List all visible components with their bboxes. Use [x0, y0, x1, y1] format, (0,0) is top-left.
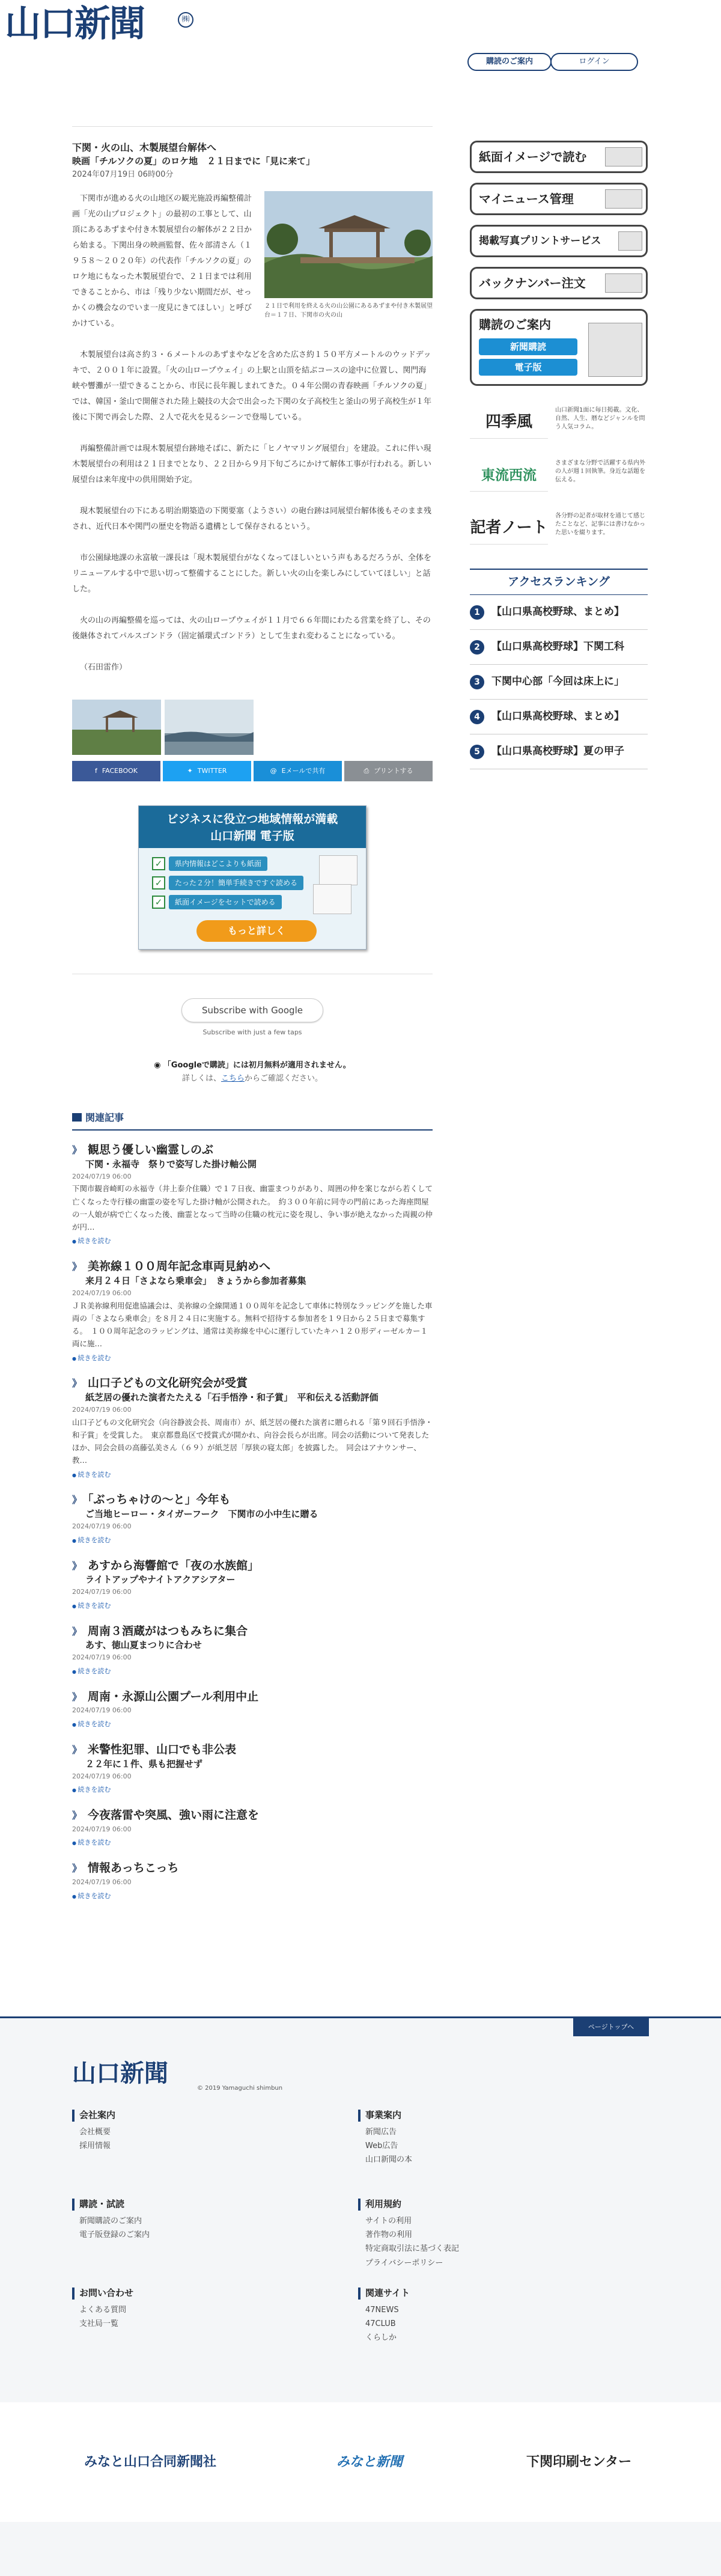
related-article[interactable] — [72, 1259, 433, 1364]
footer-link[interactable]: 支社局一覧 — [79, 2319, 119, 2328]
rank-number: 3 — [470, 675, 484, 689]
column-description: さまざまな分野で活躍する県内外の人が週１回執筆。身近な話題を伝える。 — [555, 460, 645, 483]
newspaper-stack-icon — [605, 273, 642, 293]
footer-bottom-band — [0, 2522, 721, 2576]
banner-feature-label: 県内情報はどこよりも紙面 — [169, 856, 267, 871]
sidebar-button-label: マイニュース管理 — [479, 192, 574, 206]
related-date: 2024/07/19 06:00 — [72, 1653, 132, 1662]
footer-column — [358, 2288, 538, 2345]
digital-edition-button[interactable]: 電子版 — [479, 359, 577, 376]
thumbnail-image — [72, 700, 161, 755]
check-icon: ✓ — [152, 857, 165, 870]
newspaper-image — [313, 884, 351, 914]
ranking-title: 【山口県高校野球、まとめ】 — [491, 606, 624, 618]
related-article[interactable] — [72, 1558, 433, 1612]
article-paragraph: 下関市が進める火の山地区の観光施設再編整備計画「光の山プロジェクト」の最初の工事として、山頂にあるあずまや付き木製展望台の解体が２２日から始まる。下関出身の映画監督、佐々部清さん（１９５８〜２０２０年）の代表作「チルソクの夏」のロケ地にもなった木製展望台で、２１日までは利用できることから、市は「残り少ない期間だが、せっかくの機会なのでいま一度見にきてほしい」と呼びかけている。 — [72, 194, 252, 328]
related-article[interactable] — [72, 1376, 433, 1480]
read-more-link[interactable]: ● 続きを読む — [72, 1535, 433, 1546]
camera-icon — [618, 231, 642, 251]
ranking-title: 【山口県高校野球】夏の甲子 — [491, 745, 624, 758]
subscription-box — [470, 309, 648, 386]
related-title[interactable]: 今夜落雷や突風、強い雨に注意を — [88, 1808, 260, 1822]
footer-link[interactable]: よくある質問 — [79, 2305, 127, 2315]
footer-link[interactable]: 著作物の利用 — [365, 2230, 413, 2239]
related-subtitle: 紙芝居の優れた演者たたえる「石手悟浄・和子賞」 平和伝える活動評価 — [85, 1391, 379, 1403]
related-date: 2024/07/19 06:00 — [72, 1772, 132, 1780]
chevron-right-icon: 》 — [72, 1494, 82, 1506]
article-subtitle: 映画「チルソクの夏」のロケ地 ２１日までに「見に来て」 — [72, 156, 315, 167]
related-title-row — [72, 1492, 433, 1508]
read-more-link[interactable]: ● 続きを読む — [72, 1784, 433, 1796]
footer-column — [72, 2199, 252, 2242]
check-icon: ✓ — [152, 896, 165, 909]
footer-column — [358, 2199, 538, 2270]
site-footer — [0, 2016, 721, 2402]
list-icon — [72, 1113, 82, 1122]
photo-caption: ２１日で利用を終える火の山公園にあるあずまや付き木製展望台＝１７日、下関市の火の山 — [264, 302, 433, 319]
related-title-row — [72, 1624, 433, 1640]
column-logo: 記者ノート — [470, 512, 548, 545]
print-button[interactable] — [344, 761, 433, 781]
newspaper-icon — [588, 323, 642, 377]
related-title-row — [72, 1143, 433, 1158]
banner-line-1: ビジネスに役立つ地域情報が満載 — [166, 812, 338, 826]
share-label: FACEBOOK — [102, 766, 138, 775]
column-description: 山口新聞1面に毎日掲載。文化、自然、人生、暦などジャンルを問う人気コラム。 — [555, 407, 645, 430]
read-more-link[interactable]: ● 続きを読む — [72, 1353, 433, 1364]
footer-link[interactable]: 会社概要 — [79, 2127, 111, 2137]
article-photo[interactable] — [264, 191, 433, 298]
footer-logo[interactable]: 山口新聞 — [72, 2059, 168, 2087]
footer-link[interactable]: サイトの利用 — [365, 2216, 412, 2226]
related-date: 2024/07/19 06:00 — [72, 1706, 132, 1715]
related-article[interactable] — [72, 1624, 433, 1677]
related-title[interactable]: 「ぶっちゃけの〜と」今年も — [88, 1493, 231, 1507]
footer-column — [72, 2110, 252, 2153]
related-title[interactable]: 情報あっちこっち — [88, 1861, 179, 1875]
laptop-icon — [605, 189, 642, 209]
footer-column — [358, 2110, 538, 2167]
read-more-link[interactable]: ● 続きを読む — [72, 1837, 433, 1849]
check-icon: ✓ — [152, 876, 165, 890]
related-title-row — [72, 1376, 433, 1391]
footer-link[interactable]: 新聞広告 — [365, 2127, 397, 2137]
related-subtitle: あす、徳山夏まつりに合わせ — [85, 1640, 202, 1651]
related-date: 2024/07/19 06:00 — [72, 1522, 132, 1531]
related-title[interactable]: 周南・永源山公園プール利用中止 — [88, 1689, 259, 1703]
article-paragraph: 市公園緑地課の永富敏一課長は「現木製展望台がなくなってほしいという声もあるだろうが、全体をリニューアルする中で思い切って整備することにした。新しい火の山を楽しみにしていてほしい」と話した。 — [72, 553, 432, 594]
related-article[interactable] — [72, 1143, 433, 1247]
column-logo: 東流西流 — [470, 459, 548, 492]
footer-link[interactable]: 山口新聞の本 — [365, 2155, 413, 2165]
related-title-row — [72, 1861, 433, 1876]
related-title[interactable]: 観思う優しい幽霊しのぶ — [88, 1143, 214, 1157]
footer-link[interactable]: Web広告 — [365, 2141, 398, 2150]
footer-link[interactable]: 新聞購読のご案内 — [79, 2216, 142, 2226]
read-more-link[interactable]: ● 続きを読む — [72, 1470, 433, 1481]
footer-link[interactable]: 採用情報 — [79, 2141, 111, 2150]
related-excerpt: 下関市観音崎町の永福寺（井上泰介住職）で１７日夜、幽霊まつりがあり、周囲の仲を案じながら若くして亡くなった寺行様の幽霊の姿を写した掛け軸が公開された。 約３００年前に同寺の門前にあった海座問屋の一人娘が病で亡くなった後、幽霊となって当時の住職の枕元に姿を現し、争い事が絶えなかった両親の仲が円… — [72, 1184, 433, 1232]
chevron-right-icon: 》 — [72, 1691, 82, 1703]
google-caption: Subscribe with just a few taps — [202, 1028, 302, 1036]
column-description: 各分野の記者が取材を通じて感じたことなど、記事には書けなかった思いを綴ります。 — [555, 513, 645, 536]
chevron-right-icon: 》 — [72, 1560, 82, 1572]
copyright: © 2019 Yamaguchi shimbun — [197, 2085, 283, 2092]
google-notice-detail — [72, 1072, 433, 1085]
ranking-title: 下関中心部「今回は床上に」 — [491, 676, 624, 688]
login-button[interactable]: ログイン — [550, 53, 638, 71]
related-title-row — [72, 1689, 433, 1705]
related-title-row — [72, 1558, 433, 1574]
site-logo[interactable]: 山口新聞 — [5, 3, 144, 45]
newspaper-subscribe-button[interactable]: 新聞購読 — [479, 338, 577, 355]
chevron-right-icon: 》 — [72, 1744, 82, 1756]
read-paper-image-button[interactable] — [470, 141, 648, 173]
footer-link[interactable]: 電子版登録のご案内 — [79, 2230, 150, 2239]
banner-feature — [152, 876, 303, 890]
article-title: 下関・火の山、木製展望台解体へ — [72, 142, 217, 153]
related-title-row — [72, 1808, 433, 1824]
related-articles-list — [72, 1143, 433, 1902]
notice-link[interactable]: こちら — [221, 1073, 245, 1083]
related-subtitle: ライトアップやナイトアクアシアター — [85, 1574, 236, 1586]
share-facebook-button[interactable] — [72, 761, 160, 781]
chevron-right-icon: 》 — [72, 1863, 82, 1875]
notice-suffix: からご確認ください。 — [245, 1073, 323, 1083]
related-title[interactable]: 山口子どもの文化研究会が受賞 — [88, 1376, 248, 1390]
banner-feature — [152, 856, 267, 871]
ranking-item[interactable] — [470, 734, 648, 769]
related-heading — [72, 1109, 433, 1131]
sidebar — [470, 126, 648, 769]
banner-heading — [139, 806, 366, 848]
ranking-item[interactable] — [470, 700, 648, 734]
footer-link[interactable]: 特定商取引法に基づく表記 — [365, 2244, 460, 2254]
related-title[interactable]: 米警性犯罪、山口でも非公表 — [88, 1742, 237, 1756]
banner-line-2: 山口新聞 電子版 — [210, 829, 294, 843]
footer-link[interactable]: 47CLUB — [365, 2319, 396, 2328]
thumbnail-2[interactable] — [165, 700, 254, 755]
banner-feature-label: たった２分！簡単手続きですぐ読める — [169, 876, 303, 890]
read-more-link[interactable]: ● 続きを読む — [72, 1601, 433, 1612]
thumbnail-1[interactable] — [72, 700, 161, 755]
article-paragraph: 木製展望台は高さ約３・６メートルのあずまやなどを含めた広さ約１５０平方メートルのウッドデッキで、２００１年に設置。「火の山ロープウェイ」の上駅と山頂を結ぶコースの途中に位置し、関門海峡や響灘が一望できることから、市民に長年親しまれてきた。０４年公開の青春映画「チルソクの夏」では、韓国・釜山で開催された陸上競技の大会で出会った下関の女子高校生と釜山の男子高校生が１年後に下関で再会した際、２人で花火を見るシーンで登場している。 — [72, 350, 432, 422]
column-link[interactable] — [470, 459, 648, 492]
article-byline: （石田雷作） — [80, 662, 127, 672]
my-news-button[interactable] — [470, 183, 648, 215]
share-label: プリントする — [374, 766, 413, 775]
related-subtitle: 来月２４日「さよなら乗車会」 きょうから参加者募集 — [85, 1275, 306, 1286]
related-date: 2024/07/19 06:00 — [72, 1172, 132, 1180]
facebook-icon: f — [94, 766, 97, 775]
newspaper-image — [319, 855, 357, 885]
ranking-item[interactable] — [470, 665, 648, 700]
subscription-title: 購読のご案内 — [479, 317, 551, 332]
related-article[interactable] — [72, 1742, 433, 1796]
partner-link[interactable]: 下関印刷センター — [526, 2455, 632, 2470]
related-subtitle: 下関・永福寺 祭りで姿写した掛け軸公開 — [85, 1158, 257, 1170]
newspaper-icon — [605, 147, 642, 166]
related-article[interactable] — [72, 1808, 433, 1849]
related-date: 2024/07/19 06:00 — [72, 1405, 132, 1414]
info-icon: ◉ — [154, 1060, 163, 1070]
related-title[interactable]: 美祢線１００周年記念車両見納めへ — [88, 1260, 271, 1274]
related-title-row — [72, 1742, 433, 1758]
sidebar-button-label: バックナンバー注文 — [479, 276, 586, 290]
ranking-title: 【山口県高校野球、まとめ】 — [491, 710, 624, 723]
partner-sites — [0, 2403, 721, 2523]
email-icon: @ — [270, 766, 277, 775]
chevron-right-icon: 》 — [72, 1144, 82, 1156]
related-excerpt: 山口子どもの文化研究会（向谷静波会長、周南市）が、紙芝居の優れた演者に贈られる「第９回石手悟浄・和子賞」を受賞した。 東京都豊島区で授賞式が開かれ、向谷会長らが出席。同会の活動について発表したほか、同会会員の高藤弘美さん（６９）が紙芝居「厚狭の寝太郎」を披露した。 同会はアナウンサー、教… — [72, 1417, 433, 1465]
article-paragraph: 火の山の再編整備を巡っては、火の山ロープウェイが１１月で６６年間にわたる営業を終了し、その後継体されてパルスゴンドラ（固定循環式ゴンドラ）として生まれ変わることになっている。 — [72, 615, 431, 641]
related-heading-text: 関連記事 — [85, 1111, 124, 1123]
related-article[interactable] — [72, 1492, 433, 1546]
notice-prefix: 詳しくは、 — [181, 1073, 221, 1083]
column-logo: 四季風 — [470, 406, 548, 439]
ranking-item[interactable] — [470, 630, 648, 665]
related-subtitle: ２２年に１件、県も把握せず — [85, 1758, 203, 1769]
rank-number: 1 — [470, 605, 484, 620]
twitter-icon: ✦ — [187, 766, 193, 775]
footer-heading: 利用規約 — [358, 2199, 538, 2211]
footer-link[interactable]: くらしか — [365, 2333, 397, 2343]
share-bar — [72, 761, 433, 781]
site-header — [0, 0, 721, 126]
sidebar-button-label: 紙面イメージで読む — [479, 150, 587, 164]
related-title[interactable]: 周南３酒蔵がはつもみちに集合 — [88, 1624, 248, 1638]
chevron-right-icon: 》 — [72, 1261, 82, 1273]
footer-heading: 事業案内 — [358, 2110, 538, 2122]
subscribe-with-google-button[interactable]: Subscribe with Google — [181, 998, 323, 1022]
thumbnail-image — [165, 700, 254, 755]
page-top-button[interactable]: ページトップへ — [573, 2018, 649, 2036]
footer-link[interactable]: 47NEWS — [365, 2305, 399, 2315]
related-subtitle: ご当地ヒーロー・タイガーフーク 下関市の小中生に贈る — [85, 1509, 318, 1520]
footer-heading: 関連サイト — [358, 2288, 538, 2300]
article-paragraph: 現木製展望台の下にある明治期築造の下関要塞（ようさい）の砲台跡は同展望台解体後もそのまま残され、近代日本や関門の歴史を物語る遺構として保存されるという。 — [72, 506, 432, 531]
photo-thumbnails — [72, 700, 433, 755]
ranking-heading: アクセスランキング — [470, 569, 648, 595]
footer-link[interactable]: プライバシーポリシー — [365, 2258, 443, 2268]
read-more-link[interactable]: ● 続きを読む — [72, 1719, 433, 1730]
rank-number: 2 — [470, 640, 484, 655]
subscribe-guide-button[interactable]: 購読のご案内 — [467, 53, 552, 71]
related-title-row — [72, 1259, 433, 1275]
divider — [72, 126, 433, 127]
sidebar-button-label: 掲載写真プリントサービス — [479, 234, 601, 247]
related-date: 2024/07/19 06:00 — [72, 1825, 132, 1833]
footer-heading: お問い合わせ — [72, 2288, 252, 2300]
partner-link[interactable]: みなと山口合同新聞社 — [84, 2455, 217, 2470]
related-excerpt: ＪＲ美祢線利用促進協議会は、美祢線の全線開通１００周年を記念して車体に特別なラッピングを施した車両の「さよなら乗車会」を８月２４日に実施する。無料で招待する参加者を１９日から２５日まで募集する。 １００周年記念のラッピングは、通常は美祢線を中心に運行していたキハ１２０形ディーゼルカー１両に施… — [72, 1301, 433, 1349]
footer-column — [72, 2288, 252, 2331]
rank-number: 5 — [470, 745, 484, 759]
share-email-button[interactable] — [254, 761, 342, 781]
print-icon: ⎙ — [364, 766, 370, 775]
observation-deck-photo — [264, 191, 433, 298]
ranking-title: 【山口県高校野球】下関工科 — [491, 641, 624, 653]
digital-edition-banner[interactable] — [138, 805, 367, 950]
share-label: Eメールで共有 — [281, 766, 326, 775]
google-notice-text: 「Googleで購読」には初月無料が適用されません。 — [163, 1060, 351, 1070]
article-column — [72, 126, 433, 1902]
share-label: TWITTER — [197, 766, 227, 775]
related-date: 2024/07/19 06:00 — [72, 1588, 132, 1596]
chevron-right-icon: 》 — [72, 1810, 82, 1822]
article-photo-box — [264, 191, 433, 320]
company-badge: ㈱ — [178, 12, 193, 28]
ranking-item[interactable] — [470, 595, 648, 630]
column-link[interactable] — [470, 512, 648, 545]
read-more-link[interactable]: ● 続きを読む — [72, 1891, 433, 1902]
footer-heading: 会社案内 — [72, 2110, 252, 2122]
related-date: 2024/07/19 06:00 — [72, 1878, 132, 1886]
back-number-button[interactable] — [470, 267, 648, 299]
related-article[interactable] — [72, 1689, 433, 1730]
read-more-link[interactable]: ● 続きを読む — [72, 1666, 433, 1677]
share-twitter-button[interactable] — [163, 761, 251, 781]
photo-print-button[interactable] — [470, 225, 648, 257]
related-date: 2024/07/19 06:00 — [72, 1289, 132, 1297]
learn-more-button[interactable]: もっと詳しく — [196, 920, 317, 942]
banner-feature-label: 紙面イメージをセットで読める — [169, 895, 282, 909]
chevron-right-icon: 》 — [72, 1378, 82, 1390]
footer-heading: 購読・試読 — [72, 2199, 252, 2211]
related-title[interactable]: あすから海響館で「夜の水族館」 — [88, 1558, 260, 1572]
chevron-right-icon: 》 — [72, 1625, 82, 1637]
google-notice — [72, 1059, 433, 1072]
banner-feature — [152, 895, 282, 909]
article-date: 2024年07月19日 06時00分 — [72, 169, 174, 179]
partner-link[interactable]: みなと新聞 — [336, 2455, 403, 2470]
column-link[interactable] — [470, 406, 648, 439]
read-more-link[interactable]: ● 続きを読む — [72, 1236, 433, 1247]
related-article[interactable] — [72, 1861, 433, 1902]
article-paragraph: 再編整備計画では現木製展望台跡地そばに、新たに「ヒノヤマリング展望台」を建設。これに伴い現木製展望台の利用は２１日までとなり、２２日から９月下旬ごろにかけて解体工事が行われる。新しい展望台は来年度中の供用開始予定。 — [72, 444, 432, 484]
rank-number: 4 — [470, 710, 484, 724]
